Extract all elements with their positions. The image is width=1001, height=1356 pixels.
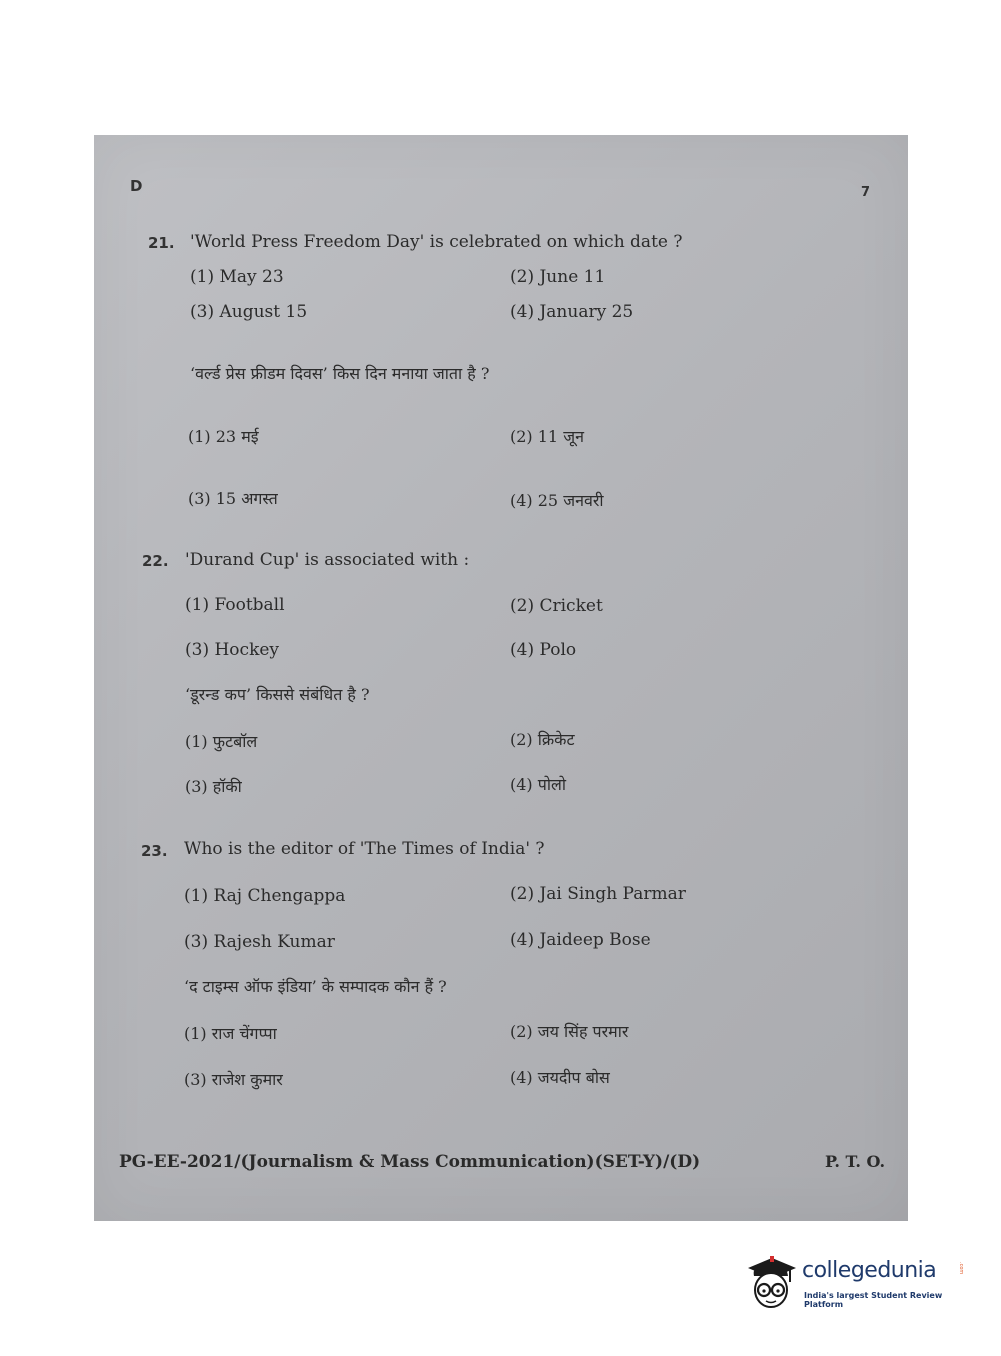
option: (2) Cricket: [510, 596, 603, 616]
option: (3) हॉकी: [185, 777, 242, 796]
option: (2) 11 जून: [510, 427, 584, 446]
brand-tagline: India's largest Student Review Platform: [804, 1291, 943, 1309]
option: (3) Rajesh Kumar: [184, 932, 335, 952]
pto-label: P. T. O.: [825, 1152, 886, 1171]
question-text-hi: ‘वर्ल्ड प्रेस फ्रीडम दिवस’ किस दिन मनाया जाता है ?: [190, 364, 490, 383]
page-number: 7: [861, 185, 871, 200]
exam-page-photo: [94, 135, 908, 1221]
brand-name: collegedunia: [802, 1258, 937, 1283]
option: (1) May 23: [190, 267, 284, 287]
option: (4) Polo: [510, 640, 577, 660]
question-number: 22.: [142, 552, 169, 570]
question-number: 21.: [148, 234, 175, 252]
option: (4) January 25: [510, 302, 634, 322]
option: (2) क्रिकेट: [510, 730, 575, 749]
option: (3) Hockey: [185, 640, 280, 660]
set-letter: D: [130, 177, 143, 195]
option: (3) 15 अगस्त: [188, 489, 278, 508]
question-text-en: 'Durand Cup' is associated with :: [185, 550, 470, 570]
question-number: 23.: [141, 842, 168, 860]
paper-code-footer: PG-EE-2021/(Journalism & Mass Communication)(SET-Y)/(D): [119, 1152, 701, 1172]
option: (4) 25 जनवरी: [510, 491, 604, 510]
option: (1) फुटबॉल: [185, 732, 258, 751]
question-text-en: 'World Press Freedom Day' is celebrated on which date ?: [190, 232, 683, 252]
question-text-en: Who is the editor of 'The Times of India' ?: [184, 839, 545, 859]
option: (1) राज चेंगप्पा: [184, 1024, 277, 1043]
collegedunia-logo[interactable]: [744, 1252, 969, 1316]
option: (3) August 15: [190, 302, 308, 322]
student-avatar-icon: [744, 1254, 798, 1314]
option: (1) Football: [185, 595, 285, 615]
option: (4) पोलो: [510, 775, 566, 794]
brand-domain-suffix: .com: [958, 1262, 964, 1275]
option: (1) Raj Chengappa: [184, 886, 346, 906]
option: (2) June 11: [510, 267, 606, 287]
question-text-hi: ‘द टाइम्स ऑफ इंडिया’ के सम्पादक कौन हैं ?: [184, 977, 447, 996]
question-text-hi: ‘डूरन्ड कप’ किससे संबंधित है ?: [185, 685, 370, 704]
option: (3) राजेश कुमार: [184, 1070, 283, 1089]
option: (1) 23 मई: [188, 427, 259, 446]
option: (2) Jai Singh Parmar: [510, 884, 686, 904]
option: (2) जय सिंह परमार: [510, 1022, 629, 1041]
option: (4) जयदीप बोस: [510, 1068, 610, 1087]
option: (4) Jaideep Bose: [510, 930, 651, 950]
